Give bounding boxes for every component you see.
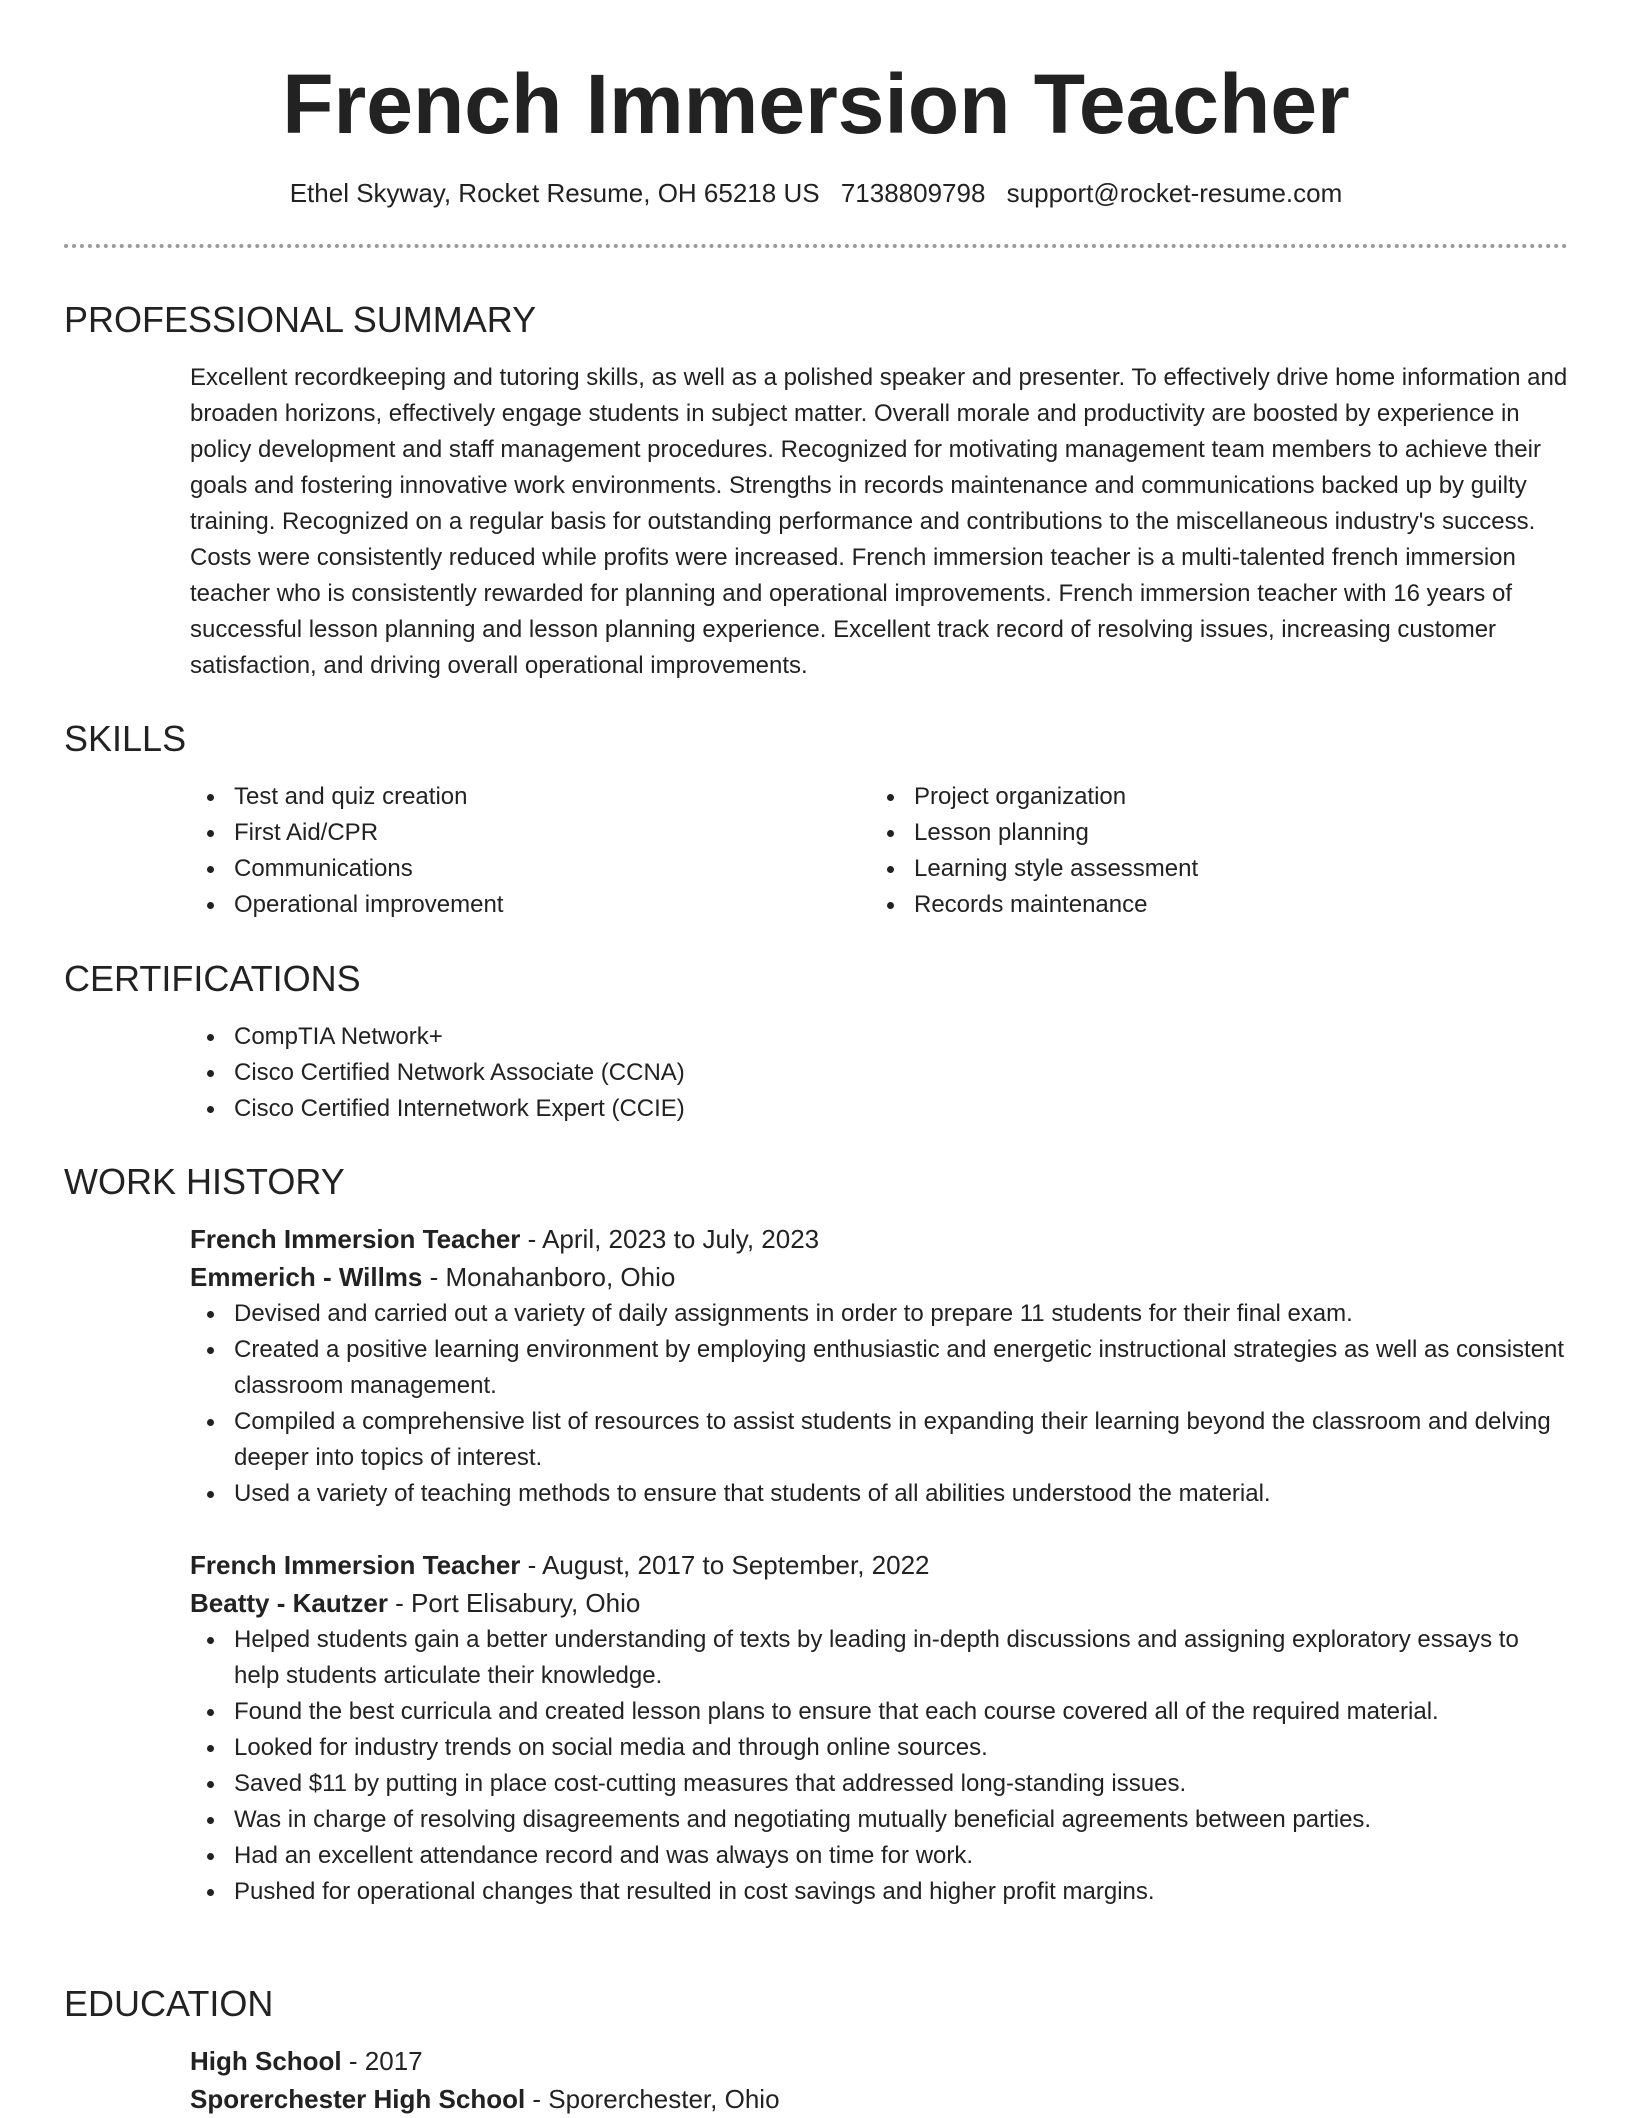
work-history-section <box>64 1160 1568 1910</box>
job-company: Emmerich - Willms <box>190 1262 423 1292</box>
skill-item: Learning style assessment <box>870 851 1550 887</box>
skills-section <box>64 717 1568 923</box>
job-bullet: Pushed for operational changes that resulted in cost savings and higher profit margins. <box>190 1874 1570 1910</box>
job-bullets <box>190 1296 1570 1512</box>
job-bullet: Found the best curricula and created lesson plans to ensure that each course covered all of the required material. <box>190 1694 1570 1730</box>
education-location: - Sporerchester, Ohio <box>525 2084 780 2114</box>
summary-section <box>64 298 1568 684</box>
certifications-list <box>190 1019 1568 1127</box>
education-section <box>64 1982 1568 2118</box>
job-entry <box>190 1546 1568 1910</box>
education-entry <box>190 2042 1568 2118</box>
certification-item: CompTIA Network+ <box>190 1019 1568 1055</box>
job-dates: - April, 2023 to July, 2023 <box>520 1224 820 1254</box>
job-bullet: Saved $11 by putting in place cost-cutting measures that addressed long-standing issues. <box>190 1766 1570 1802</box>
job-bullet: Helped students gain a better understanding of texts by leading in-depth discussions and assigning exploratory essays to help students articulate their knowledge. <box>190 1622 1570 1694</box>
skills-column-left <box>190 779 870 923</box>
job-company: Beatty - Kautzer <box>190 1588 388 1618</box>
education-school: Sporerchester High School <box>190 2084 526 2114</box>
contact-address: Ethel Skyway, Rocket Resume, OH 65218 US <box>289 178 820 208</box>
skills-column-right <box>870 779 1550 923</box>
education-heading: EDUCATION <box>64 1983 274 2024</box>
job-title-line <box>190 1546 1568 1584</box>
job-bullet: Was in charge of resolving disagreements and negotiating mutually beneficial agreements between parties. <box>190 1802 1570 1838</box>
certifications-section <box>64 957 1568 1127</box>
work-history-list <box>190 1220 1568 1910</box>
job-company-line <box>190 1258 1568 1296</box>
job-bullet: Devised and carried out a variety of daily assignments in order to prepare 11 students for their final exam. <box>190 1296 1570 1332</box>
skills-grid <box>190 779 1568 923</box>
job-entry <box>190 1220 1568 1512</box>
work-history-heading: WORK HISTORY <box>64 1161 345 1202</box>
skill-item: Test and quiz creation <box>190 779 870 815</box>
resume-page <box>64 0 1568 2114</box>
job-bullet: Had an excellent attendance record and was always on time for work. <box>190 1838 1570 1874</box>
job-bullet: Compiled a comprehensive list of resources to assist students in expanding their learning beyond the classroom and delving deeper into topics of interest. <box>190 1404 1570 1476</box>
summary-heading: PROFESSIONAL SUMMARY <box>64 299 537 340</box>
contact-phone: 7138809798 <box>840 178 986 208</box>
skill-item: Operational improvement <box>190 887 870 923</box>
education-degree: High School <box>190 2046 342 2076</box>
education-school-line <box>190 2080 1568 2118</box>
job-location: - Port Elisabury, Ohio <box>387 1588 641 1618</box>
job-title: French Immersion Teacher <box>190 1224 521 1254</box>
job-title: French Immersion Teacher <box>190 1550 521 1580</box>
certifications-heading: CERTIFICATIONS <box>64 958 361 999</box>
contact-line <box>64 176 1568 210</box>
header-divider <box>64 244 1568 248</box>
skills-heading: SKILLS <box>64 718 187 759</box>
job-location: - Monahanboro, Ohio <box>422 1262 676 1292</box>
contact-email: support@rocket-resume.com <box>1006 178 1343 208</box>
skill-item: Records maintenance <box>870 887 1550 923</box>
skill-item: Project organization <box>870 779 1550 815</box>
job-dates: - August, 2017 to September, 2022 <box>520 1550 930 1580</box>
resume-title: French Immersion Teacher <box>282 57 1350 151</box>
job-bullet: Created a positive learning environment by employing enthusiastic and energetic instructional strategies as well as consistent classroom management. <box>190 1332 1570 1404</box>
education-year: - 2017 <box>341 2046 423 2076</box>
skill-item: Lesson planning <box>870 815 1550 851</box>
job-bullet: Used a variety of teaching methods to ensure that students of all abilities understood the material. <box>190 1476 1570 1512</box>
skill-item: First Aid/CPR <box>190 815 870 851</box>
job-title-line <box>190 1220 1568 1258</box>
education-degree-line <box>190 2042 1568 2080</box>
skill-item: Communications <box>190 851 870 887</box>
job-bullets <box>190 1622 1570 1910</box>
job-bullet: Looked for industry trends on social media and through online sources. <box>190 1730 1570 1766</box>
certification-item: Cisco Certified Internetwork Expert (CCIE) <box>190 1091 1568 1127</box>
job-company-line <box>190 1584 1568 1622</box>
summary-text: Excellent recordkeeping and tutoring skills, as well as a polished speaker and presenter. To effectively drive home information and broaden horizons, effectively engage students in subject matter. Overall morale and productivity are boosted by experience in policy development and staff management procedures. Recognized for motivating management team members to achieve their goals and fostering innovative work environments. Strengths in records maintenance and communications backed up by guilty training. Recognized on a regular basis for outstanding performance and contributions to the miscellaneous industry's success. Costs were consistently reduced while profits were increased. French immersion teacher is a multi-talented french immersion teacher who is consistently rewarded for planning and operational improvements. French immersion teacher with 16 years of successful lesson planning and lesson planning experience. Excellent track record of resolving issues, increasing customer satisfaction, and driving overall operational improvements. <box>190 364 1568 679</box>
certification-item: Cisco Certified Network Associate (CCNA) <box>190 1055 1568 1091</box>
